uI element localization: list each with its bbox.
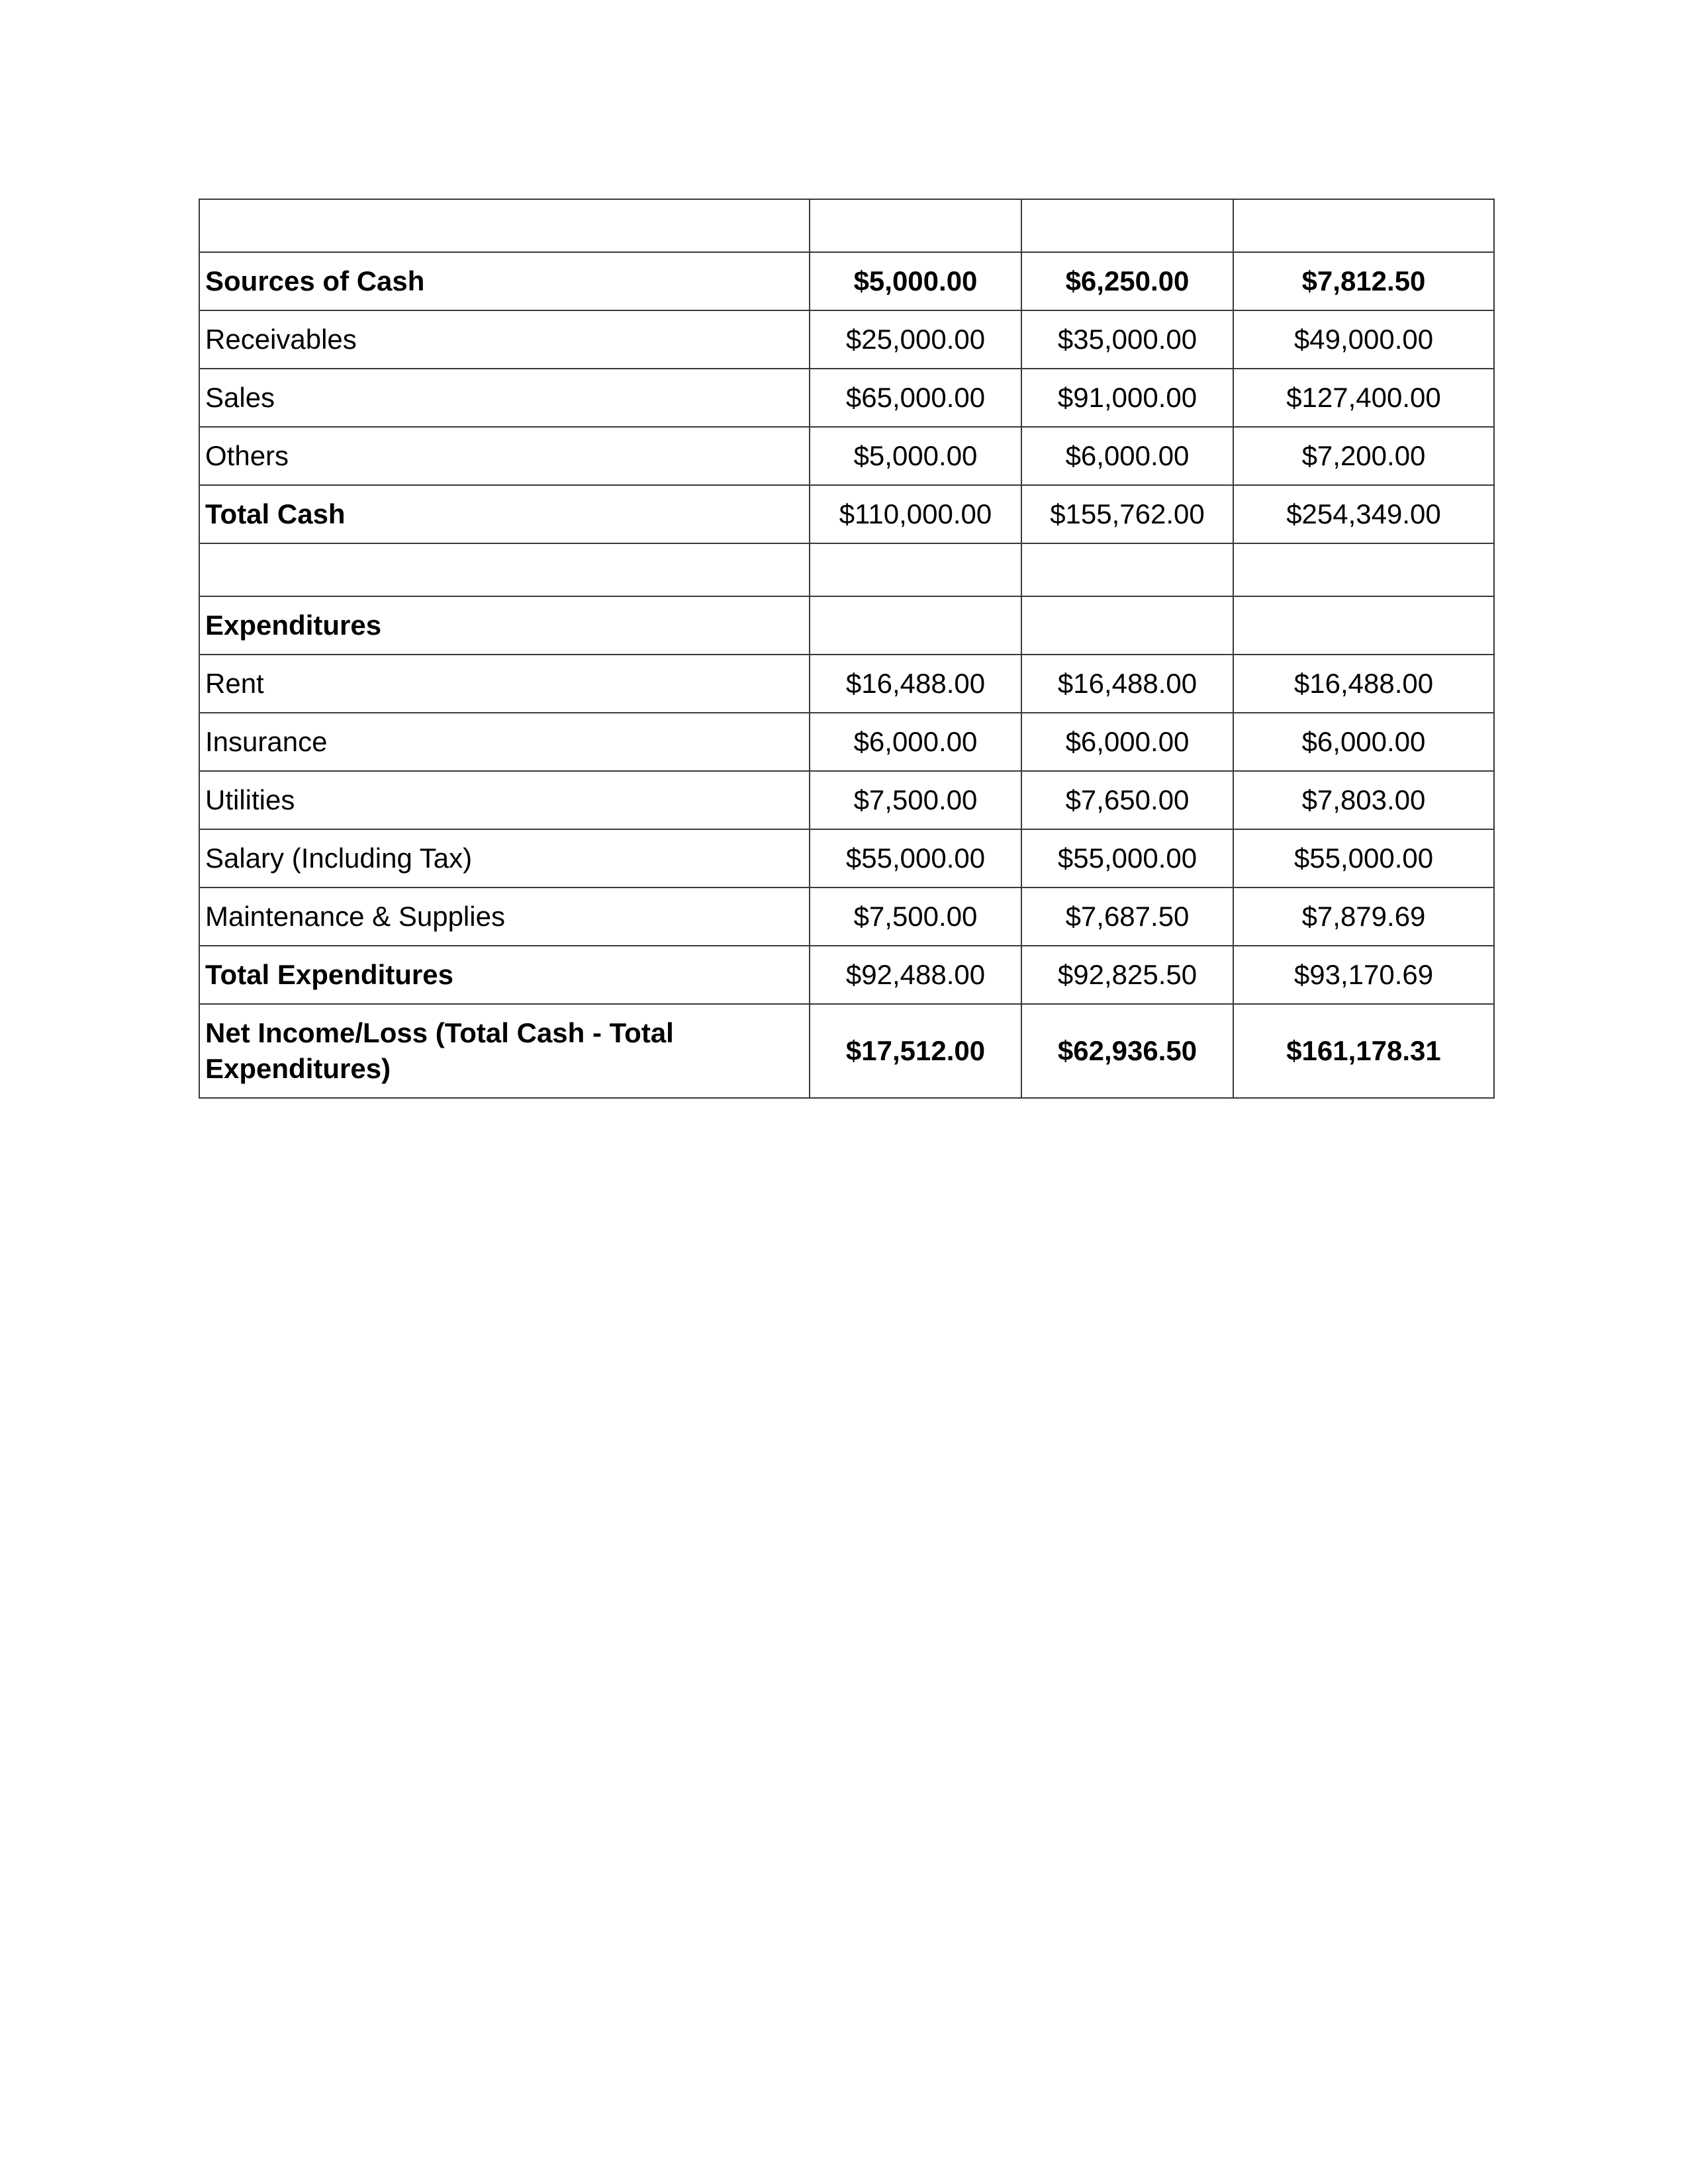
table-row-utilities: [199, 771, 1494, 829]
row-label: Utilities: [199, 771, 810, 829]
cash-flow-table: [199, 199, 1495, 1099]
value-cell: $5,000.00: [810, 427, 1021, 485]
value-cell: $7,812.50: [1233, 252, 1494, 310]
value-cell: $65,000.00: [810, 369, 1021, 427]
row-label: [199, 543, 810, 596]
value-cell: $92,825.50: [1021, 946, 1233, 1004]
row-label: Total Cash: [199, 485, 810, 543]
value-cell: $7,500.00: [810, 887, 1021, 946]
table-row-total-cash: [199, 485, 1494, 543]
value-cell: $17,512.00: [810, 1004, 1021, 1098]
table-row-sources-of-cash: [199, 252, 1494, 310]
row-label: Sources of Cash: [199, 252, 810, 310]
table-row-spacer: [199, 543, 1494, 596]
row-label: Insurance: [199, 713, 810, 771]
value-cell: $91,000.00: [1021, 369, 1233, 427]
value-cell: $7,650.00: [1021, 771, 1233, 829]
value-cell: $5,000.00: [810, 252, 1021, 310]
table-row-insurance: [199, 713, 1494, 771]
row-label: Others: [199, 427, 810, 485]
value-cell: $49,000.00: [1233, 310, 1494, 369]
value-cell: $35,000.00: [1021, 310, 1233, 369]
value-cell: [1233, 199, 1494, 252]
value-cell: $155,762.00: [1021, 485, 1233, 543]
row-label: Salary (Including Tax): [199, 829, 810, 887]
table-row-receivables: [199, 310, 1494, 369]
value-cell: [1021, 596, 1233, 655]
value-cell: $6,250.00: [1021, 252, 1233, 310]
value-cell: [810, 543, 1021, 596]
table-row-sales: [199, 369, 1494, 427]
table-row-total-expenditures: [199, 946, 1494, 1004]
value-cell: $161,178.31: [1233, 1004, 1494, 1098]
value-cell: $6,000.00: [1021, 713, 1233, 771]
value-cell: $6,000.00: [1233, 713, 1494, 771]
value-cell: $25,000.00: [810, 310, 1021, 369]
value-cell: $55,000.00: [810, 829, 1021, 887]
table-row-net-income: [199, 1004, 1494, 1098]
row-label: Rent: [199, 655, 810, 713]
value-cell: [810, 199, 1021, 252]
value-cell: $7,879.69: [1233, 887, 1494, 946]
value-cell: $92,488.00: [810, 946, 1021, 1004]
value-cell: $6,000.00: [1021, 427, 1233, 485]
value-cell: $7,803.00: [1233, 771, 1494, 829]
table-row-header-blank: [199, 199, 1494, 252]
value-cell: $16,488.00: [810, 655, 1021, 713]
table-row-maintenance-supplies: [199, 887, 1494, 946]
row-label: Maintenance & Supplies: [199, 887, 810, 946]
value-cell: $16,488.00: [1233, 655, 1494, 713]
value-cell: [810, 596, 1021, 655]
value-cell: [1233, 543, 1494, 596]
value-cell: $7,687.50: [1021, 887, 1233, 946]
value-cell: $16,488.00: [1021, 655, 1233, 713]
row-label: Total Expenditures: [199, 946, 810, 1004]
value-cell: [1233, 596, 1494, 655]
value-cell: $6,000.00: [810, 713, 1021, 771]
row-label: [199, 199, 810, 252]
value-cell: [1021, 199, 1233, 252]
row-label: Sales: [199, 369, 810, 427]
value-cell: $110,000.00: [810, 485, 1021, 543]
value-cell: $7,500.00: [810, 771, 1021, 829]
table-row-salary: [199, 829, 1494, 887]
table-row-expenditures-heading: [199, 596, 1494, 655]
table-row-others: [199, 427, 1494, 485]
row-label: Net Income/Loss (Total Cash - Total Expenditures): [199, 1004, 810, 1098]
table-row-rent: [199, 655, 1494, 713]
value-cell: $7,200.00: [1233, 427, 1494, 485]
value-cell: [1021, 543, 1233, 596]
value-cell: $93,170.69: [1233, 946, 1494, 1004]
value-cell: $254,349.00: [1233, 485, 1494, 543]
value-cell: $55,000.00: [1233, 829, 1494, 887]
value-cell: $127,400.00: [1233, 369, 1494, 427]
row-label: Receivables: [199, 310, 810, 369]
value-cell: $55,000.00: [1021, 829, 1233, 887]
value-cell: $62,936.50: [1021, 1004, 1233, 1098]
row-label: Expenditures: [199, 596, 810, 655]
